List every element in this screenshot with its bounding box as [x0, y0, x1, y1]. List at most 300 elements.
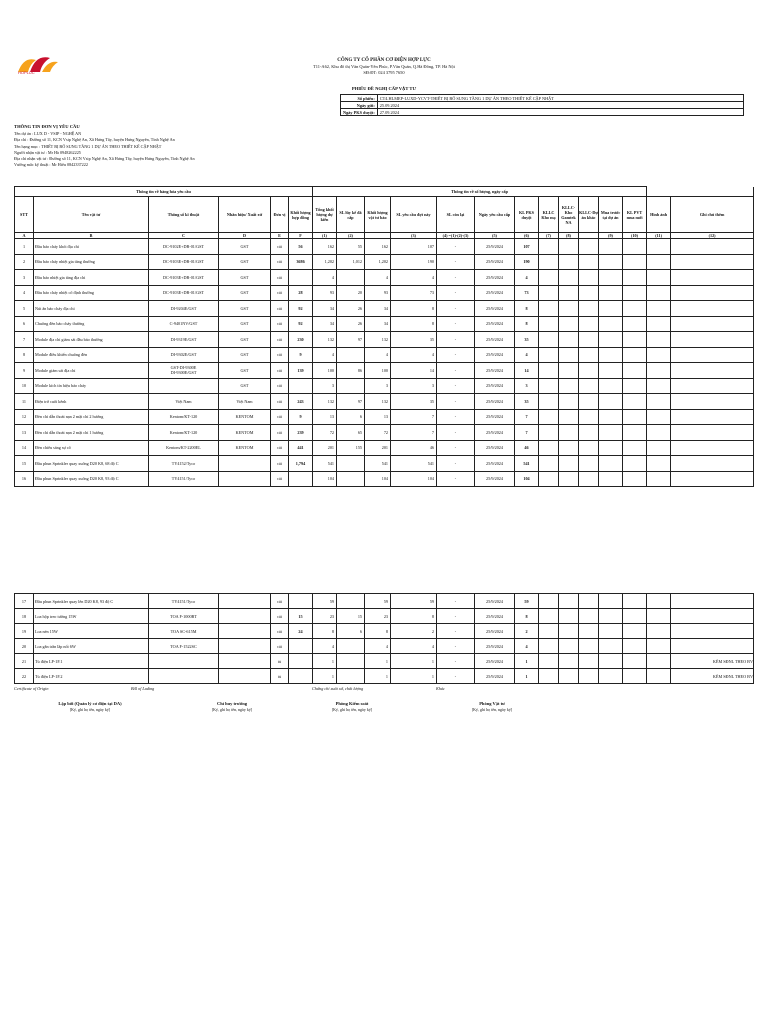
- cell-protected-qty: 23: [365, 609, 391, 624]
- table-row: [15, 440, 754, 456]
- cell-kllc-plating: [539, 440, 559, 456]
- cell-kllc-other: [579, 347, 599, 363]
- cell-contract-qty: 139: [289, 363, 313, 379]
- cell-pvt-new: [623, 654, 647, 669]
- cell-kllc-gamtek: [559, 440, 579, 456]
- cell-notes: [671, 347, 754, 363]
- header-kllc-other: KLLC-Dự án khác: [579, 197, 599, 233]
- cell-contract-qty: 1,794: [289, 456, 313, 472]
- cell-unit: cái: [271, 301, 289, 317]
- cell-image: [647, 471, 671, 487]
- cell-pre-purchase: [599, 254, 623, 270]
- cell-protected-qty: 162: [365, 239, 391, 255]
- cell-spec: [149, 378, 219, 394]
- cell-issued: 97: [337, 394, 365, 410]
- cell-pvt-new: [623, 624, 647, 639]
- cell-pre-purchase: [599, 301, 623, 317]
- cell-contract-qty: 3686: [289, 254, 313, 270]
- cell-notes: [671, 332, 754, 348]
- cell-contract-qty: 9: [289, 347, 313, 363]
- column-code: (5): [475, 233, 515, 239]
- cell-image: [647, 409, 671, 425]
- cell-pvt-new: [623, 394, 647, 410]
- header-contract-qty: Khối lượng hợp đồng: [289, 197, 313, 233]
- cell-protected-qty: 34: [365, 316, 391, 332]
- table-row: [15, 654, 754, 669]
- cell-stt: 20: [15, 639, 34, 654]
- company-address: T11-A62, Khu đô thị Văn Quán-Yên Phúc, P.Văn Quán, Q.Hà Đông, TP. Hà Nội: [313, 64, 455, 69]
- cell-issued: 155: [337, 440, 365, 456]
- cell-item-name: Đầu phun Sprinkler quay xuống D20 K8, 68 độ C: [34, 456, 149, 472]
- cell-kllc-gamtek: [559, 239, 579, 255]
- cell-remaining: -: [437, 609, 475, 624]
- cell-request-qty: 541: [391, 456, 437, 472]
- cell-notes: KÈM SĐNL THEO BV: [671, 669, 754, 684]
- cell-total-qty: 23: [313, 609, 337, 624]
- cell-remaining: -: [437, 301, 475, 317]
- cell-kllc-gamtek: [559, 316, 579, 332]
- cell-kllc-plating: [539, 654, 559, 669]
- cell-stt: 22: [15, 669, 34, 684]
- cell-brand: GST: [219, 270, 271, 286]
- signature-title: Phòng Vật tư: [479, 701, 505, 706]
- cell-kllc-other: [579, 378, 599, 394]
- cell-item-name: Điện trở cuối kênh: [34, 394, 149, 410]
- cell-unit: cái: [271, 270, 289, 286]
- cell-total-qty: 34: [313, 301, 337, 317]
- cell-pvt-new: [623, 270, 647, 286]
- cell-request-qty: 35: [391, 332, 437, 348]
- cell-pks-approved: 541: [515, 456, 539, 472]
- meta-label: Ngày gửi:: [341, 102, 378, 109]
- signature-block-preparer: [30, 701, 150, 712]
- cell-protected-qty: 1: [365, 669, 391, 684]
- cell-remaining: -: [437, 624, 475, 639]
- header-kllc-plating: KLLC Kho mạ: [539, 197, 559, 233]
- header-item-name: Tên vật tư: [34, 197, 149, 233]
- cell-pks-approved: 59: [515, 594, 539, 609]
- cell-total-qty: 8: [313, 624, 337, 639]
- cell-issued: 26: [337, 316, 365, 332]
- cell-request-qty: 7: [391, 409, 437, 425]
- cell-notes: [671, 440, 754, 456]
- column-code: (6): [515, 233, 539, 239]
- cell-pre-purchase: [599, 316, 623, 332]
- cell-image: [647, 609, 671, 624]
- cell-pre-purchase: [599, 332, 623, 348]
- cell-request-date: 25/9/2024: [475, 624, 515, 639]
- cell-pks-approved: 3: [515, 378, 539, 394]
- cell-request-date: 25/9/2024: [475, 239, 515, 255]
- cell-pvt-new: [623, 594, 647, 609]
- column-code: (12): [671, 233, 754, 239]
- table-row: [15, 316, 754, 332]
- table-row: [15, 301, 754, 317]
- cell-pks-approved: 190: [515, 254, 539, 270]
- column-code: (11): [647, 233, 671, 239]
- cell-request-date: 25/9/2024: [475, 378, 515, 394]
- cell-kllc-plating: [539, 609, 559, 624]
- cell-spec: TOA F-1522SC: [149, 639, 219, 654]
- cell-issued: [337, 669, 365, 684]
- cell-request-qty: 8: [391, 609, 437, 624]
- cell-unit: cái: [271, 378, 289, 394]
- table-row: [15, 285, 754, 301]
- cell-protected-qty: 3: [365, 378, 391, 394]
- cell-item-name: Module kích tín hiệu báo cháy: [34, 378, 149, 394]
- cell-contract-qty: 15: [289, 609, 313, 624]
- cell-remaining: -: [437, 594, 475, 609]
- cell-remaining: -: [437, 239, 475, 255]
- requester-line: Địa chỉ : Đường số 11, KCN Vsip Nghệ An, Xã Hưng Tây, huyện Hưng Nguyên, Tỉnh Nghệ An: [14, 137, 175, 143]
- table-row: [15, 471, 754, 487]
- cell-stt: 17: [15, 594, 34, 609]
- table-row: [15, 609, 754, 624]
- cell-stt: 13: [15, 425, 34, 441]
- cell-pks-approved: 8: [515, 316, 539, 332]
- column-code: (10): [623, 233, 647, 239]
- cell-pvt-new: [623, 285, 647, 301]
- cell-item-name: Loa nén 15W: [34, 624, 149, 639]
- cell-remaining: -: [437, 669, 475, 684]
- cell-brand: GST: [219, 285, 271, 301]
- signature-block-supply: [432, 701, 552, 712]
- requester-line: Tên hạng mục : THIẾT BỊ BỔ SUNG TẦNG 1 DỰ ÁN THEO THIẾT KẾ CẬP NHẬT: [14, 143, 162, 149]
- cell-kllc-plating: [539, 669, 559, 684]
- cell-image: [647, 239, 671, 255]
- signature-hint: [Ký, ghi họ tên, ngày ký]: [211, 707, 253, 712]
- cell-spec: DC-9103E+DB-01/GST: [149, 285, 219, 301]
- cell-pks-approved: 46: [515, 440, 539, 456]
- cell-issued: [337, 471, 365, 487]
- cell-request-qty: 35: [391, 394, 437, 410]
- cell-brand: [219, 624, 271, 639]
- cell-pre-purchase: [599, 669, 623, 684]
- table-row: [15, 270, 754, 286]
- cell-request-qty: 4: [391, 639, 437, 654]
- cell-request-qty: 73: [391, 285, 437, 301]
- cell-protected-qty: 4: [365, 347, 391, 363]
- signature-hint: [Ký, ghi họ tên, ngày ký]: [471, 707, 513, 712]
- cell-pks-approved: 4: [515, 639, 539, 654]
- cell-pre-purchase: [599, 409, 623, 425]
- cell-brand: GST: [219, 378, 271, 394]
- header-unit: Đơn vị: [271, 197, 289, 233]
- cell-request-qty: 8: [391, 301, 437, 317]
- cell-pvt-new: [623, 239, 647, 255]
- cell-unit: cái: [271, 594, 289, 609]
- cell-kllc-plating: [539, 285, 559, 301]
- cell-unit: tủ: [271, 669, 289, 684]
- cell-kllc-other: [579, 316, 599, 332]
- cell-request-qty: 104: [391, 471, 437, 487]
- cell-protected-qty: 4: [365, 639, 391, 654]
- cell-contract-qty: [289, 378, 313, 394]
- cell-kllc-gamtek: [559, 254, 579, 270]
- cell-kllc-plating: [539, 363, 559, 379]
- doc-type-label: Certificate of Origin: [14, 686, 49, 691]
- cell-image: [647, 332, 671, 348]
- cell-contract-qty: [289, 594, 313, 609]
- cell-remaining: -: [437, 378, 475, 394]
- cell-image: [647, 654, 671, 669]
- cell-brand: GST: [219, 332, 271, 348]
- cell-spec: TY4151/Tyco: [149, 594, 219, 609]
- cell-image: [647, 301, 671, 317]
- cell-remaining: -: [437, 363, 475, 379]
- cell-stt: 21: [15, 654, 34, 669]
- cell-kllc-gamtek: [559, 409, 579, 425]
- cell-contract-qty: 56: [289, 239, 313, 255]
- header-remaining: SL còn lại: [437, 197, 475, 233]
- cell-spec: DC-9103E+DB-01/GST: [149, 270, 219, 286]
- header-image: Hình ảnh: [647, 197, 671, 233]
- column-code: (9): [599, 233, 623, 239]
- cell-spec: DC-9102E+DB-01/GST: [149, 239, 219, 255]
- cell-remaining: -: [437, 471, 475, 487]
- cell-unit: cái: [271, 456, 289, 472]
- cell-pvt-new: [623, 332, 647, 348]
- cell-image: [647, 394, 671, 410]
- cell-spec: [149, 654, 219, 669]
- cell-total-qty: 1: [313, 669, 337, 684]
- cell-item-name: Tủ điện LP-1F.1: [34, 654, 149, 669]
- cell-kllc-plating: [539, 254, 559, 270]
- cell-request-qty: 2: [391, 624, 437, 639]
- cell-brand: GST: [219, 239, 271, 255]
- cell-request-date: 25/9/2024: [475, 316, 515, 332]
- header-pvt-new: KL PVT mua mới: [623, 197, 647, 233]
- cell-kllc-gamtek: [559, 609, 579, 624]
- cell-notes: [671, 254, 754, 270]
- cell-notes: [671, 285, 754, 301]
- cell-pvt-new: [623, 639, 647, 654]
- requester-heading: THÔNG TIN ĐƠN VỊ YÊU CẦU: [14, 124, 80, 129]
- cell-notes: [671, 239, 754, 255]
- cell-pks-approved: 8: [515, 301, 539, 317]
- cell-total-qty: 93: [313, 285, 337, 301]
- doc-type-label: Khác: [436, 686, 445, 691]
- cell-image: [647, 363, 671, 379]
- cell-pks-approved: 8: [515, 609, 539, 624]
- header-spec: Thông số kĩ thuật: [149, 197, 219, 233]
- cell-pre-purchase: [599, 624, 623, 639]
- cell-protected-qty: 100: [365, 363, 391, 379]
- cell-item-name: Module địa chỉ giám sát đầu báo thường: [34, 332, 149, 348]
- cell-protected-qty: 93: [365, 285, 391, 301]
- cell-notes: [671, 363, 754, 379]
- cell-total-qty: 541: [313, 456, 337, 472]
- header-request-date: Ngày yêu cầu cấp: [475, 197, 515, 233]
- cell-remaining: -: [437, 409, 475, 425]
- cell-brand: GST: [219, 301, 271, 317]
- company-header: [0, 57, 768, 76]
- table-row: [15, 639, 754, 654]
- cell-notes: [671, 316, 754, 332]
- cell-protected-qty: 132: [365, 332, 391, 348]
- cell-pvt-new: [623, 471, 647, 487]
- cell-kllc-other: [579, 471, 599, 487]
- cell-total-qty: 162: [313, 239, 337, 255]
- cell-pks-approved: 4: [515, 270, 539, 286]
- cell-kllc-other: [579, 609, 599, 624]
- cell-remaining: -: [437, 332, 475, 348]
- doc-type-label: Chứng chỉ xuất xứ, chất lượng: [312, 686, 364, 691]
- cell-image: [647, 594, 671, 609]
- cell-spec: C-9401NV/GST: [149, 316, 219, 332]
- header-issued: SL lũy kế đã cấp: [337, 197, 365, 233]
- cell-brand: KENTOM: [219, 425, 271, 441]
- cell-item-name: Module điều khiển chuông đèn: [34, 347, 149, 363]
- cell-request-qty: 1: [391, 654, 437, 669]
- cell-kllc-plating: [539, 624, 559, 639]
- cell-request-date: 25/9/2024: [475, 409, 515, 425]
- cell-request-qty: 4: [391, 270, 437, 286]
- signature-title: Chỉ huy trưởng: [217, 701, 247, 706]
- cell-notes: [671, 594, 754, 609]
- cell-item-name: Chuông đèn báo cháy thường: [34, 316, 149, 332]
- cell-unit: cái: [271, 394, 289, 410]
- cell-request-date: 25/9/2024: [475, 332, 515, 348]
- cell-kllc-other: [579, 456, 599, 472]
- cell-brand: GST: [219, 316, 271, 332]
- cell-stt: 9: [15, 363, 34, 379]
- cell-pre-purchase: [599, 363, 623, 379]
- cell-request-date: 25/9/2024: [475, 254, 515, 270]
- cell-item-name: Đầu báo nhiệt gia tăng địa chỉ: [34, 270, 149, 286]
- cell-pvt-new: [623, 409, 647, 425]
- cell-pvt-new: [623, 609, 647, 624]
- cell-issued: 65: [337, 425, 365, 441]
- cell-issued: [337, 456, 365, 472]
- cell-request-date: 25/9/2024: [475, 301, 515, 317]
- cell-item-name: Loa gắn trần lắp nổi 6W: [34, 639, 149, 654]
- cell-issued: [337, 347, 365, 363]
- cell-item-name: Đầu phun Sprinkler quay lên D20 K8, 93 độ C: [34, 594, 149, 609]
- cell-request-date: 25/9/2024: [475, 270, 515, 286]
- materials-table-continued: [14, 593, 754, 684]
- cell-contract-qty: [289, 654, 313, 669]
- cell-kllc-plating: [539, 332, 559, 348]
- cell-pvt-new: [623, 425, 647, 441]
- meta-label: Số phiếu:: [341, 95, 378, 102]
- column-code: (7): [539, 233, 559, 239]
- cell-protected-qty: 104: [365, 471, 391, 487]
- cell-image: [647, 378, 671, 394]
- cell-brand: [219, 594, 271, 609]
- cell-contract-qty: 24: [289, 624, 313, 639]
- cell-total-qty: 132: [313, 394, 337, 410]
- cell-item-name: Đầu báo cháy nhiệt gia tăng thường: [34, 254, 149, 270]
- cell-total-qty: 1: [313, 654, 337, 669]
- cell-kllc-other: [579, 239, 599, 255]
- cell-kllc-other: [579, 654, 599, 669]
- cell-contract-qty: 28: [289, 285, 313, 301]
- header-stt: STT: [15, 197, 34, 233]
- cell-total-qty: 104: [313, 471, 337, 487]
- cell-contract-qty: 92: [289, 316, 313, 332]
- cell-item-name: Đèn chiếu sáng sự cố: [34, 440, 149, 456]
- materials-table: [14, 186, 754, 487]
- cell-stt: 15: [15, 456, 34, 472]
- cell-remaining: -: [437, 654, 475, 669]
- column-code: (3): [391, 233, 437, 239]
- cell-image: [647, 624, 671, 639]
- cell-kllc-plating: [539, 456, 559, 472]
- cell-contract-qty: 243: [289, 394, 313, 410]
- cell-pre-purchase: [599, 239, 623, 255]
- cell-pks-approved: 2: [515, 624, 539, 639]
- cell-contract-qty: [289, 639, 313, 654]
- cell-unit: cái: [271, 639, 289, 654]
- cell-issued: [337, 654, 365, 669]
- cell-unit: cái: [271, 471, 289, 487]
- cell-remaining: -: [437, 254, 475, 270]
- cell-pvt-new: [623, 254, 647, 270]
- cell-unit: cái: [271, 332, 289, 348]
- cell-unit: cái: [271, 363, 289, 379]
- cell-remaining: -: [437, 456, 475, 472]
- cell-contract-qty: 9: [289, 409, 313, 425]
- cell-pre-purchase: [599, 471, 623, 487]
- cell-total-qty: 132: [313, 332, 337, 348]
- cell-pvt-new: [623, 301, 647, 317]
- cell-brand: [219, 609, 271, 624]
- company-name: CÔNG TY CỔ PHẦN CƠ ĐIỆN HỢP LỰC: [337, 58, 431, 63]
- cell-item-name: Module giám sát địa chỉ: [34, 363, 149, 379]
- cell-kllc-gamtek: [559, 347, 579, 363]
- cell-kllc-other: [579, 363, 599, 379]
- cell-unit: cái: [271, 254, 289, 270]
- cell-kllc-gamtek: [559, 301, 579, 317]
- cell-request-date: 25/9/2024: [475, 456, 515, 472]
- cell-request-qty: 8: [391, 316, 437, 332]
- cell-issued: 97: [337, 332, 365, 348]
- header-notes: Ghi chú thêm: [671, 197, 754, 233]
- cell-notes: [671, 409, 754, 425]
- table-row: [15, 425, 754, 441]
- cell-notes: [671, 624, 754, 639]
- meta-value: 25.09.2024: [377, 102, 743, 109]
- column-code: (2): [337, 233, 365, 239]
- cell-pre-purchase: [599, 394, 623, 410]
- cell-kllc-other: [579, 624, 599, 639]
- cell-total-qty: 13: [313, 409, 337, 425]
- header-kllc-gamtek: KLLC-Kho Gamtek NA: [559, 197, 579, 233]
- cell-pks-approved: 73: [515, 285, 539, 301]
- cell-total-qty: 4: [313, 639, 337, 654]
- cell-issued: [337, 270, 365, 286]
- cell-pvt-new: [623, 347, 647, 363]
- cell-kllc-gamtek: [559, 669, 579, 684]
- cell-kllc-gamtek: [559, 285, 579, 301]
- cell-unit: cái: [271, 425, 289, 441]
- table-row: [15, 456, 754, 472]
- cell-stt: 19: [15, 624, 34, 639]
- cell-total-qty: 1,202: [313, 254, 337, 270]
- cell-request-date: 25/9/2024: [475, 425, 515, 441]
- signature-block-control: [292, 701, 412, 712]
- cell-stt: 8: [15, 347, 34, 363]
- cell-spec: [149, 669, 219, 684]
- cell-remaining: -: [437, 394, 475, 410]
- cell-request-date: 25/9/2024: [475, 347, 515, 363]
- cell-kllc-plating: [539, 239, 559, 255]
- cell-pks-approved: 7: [515, 409, 539, 425]
- cell-unit: cái: [271, 609, 289, 624]
- cell-kllc-gamtek: [559, 624, 579, 639]
- document-title: PHIẾU ĐỀ NGHỊ CẤP VẬT TƯ: [351, 86, 417, 91]
